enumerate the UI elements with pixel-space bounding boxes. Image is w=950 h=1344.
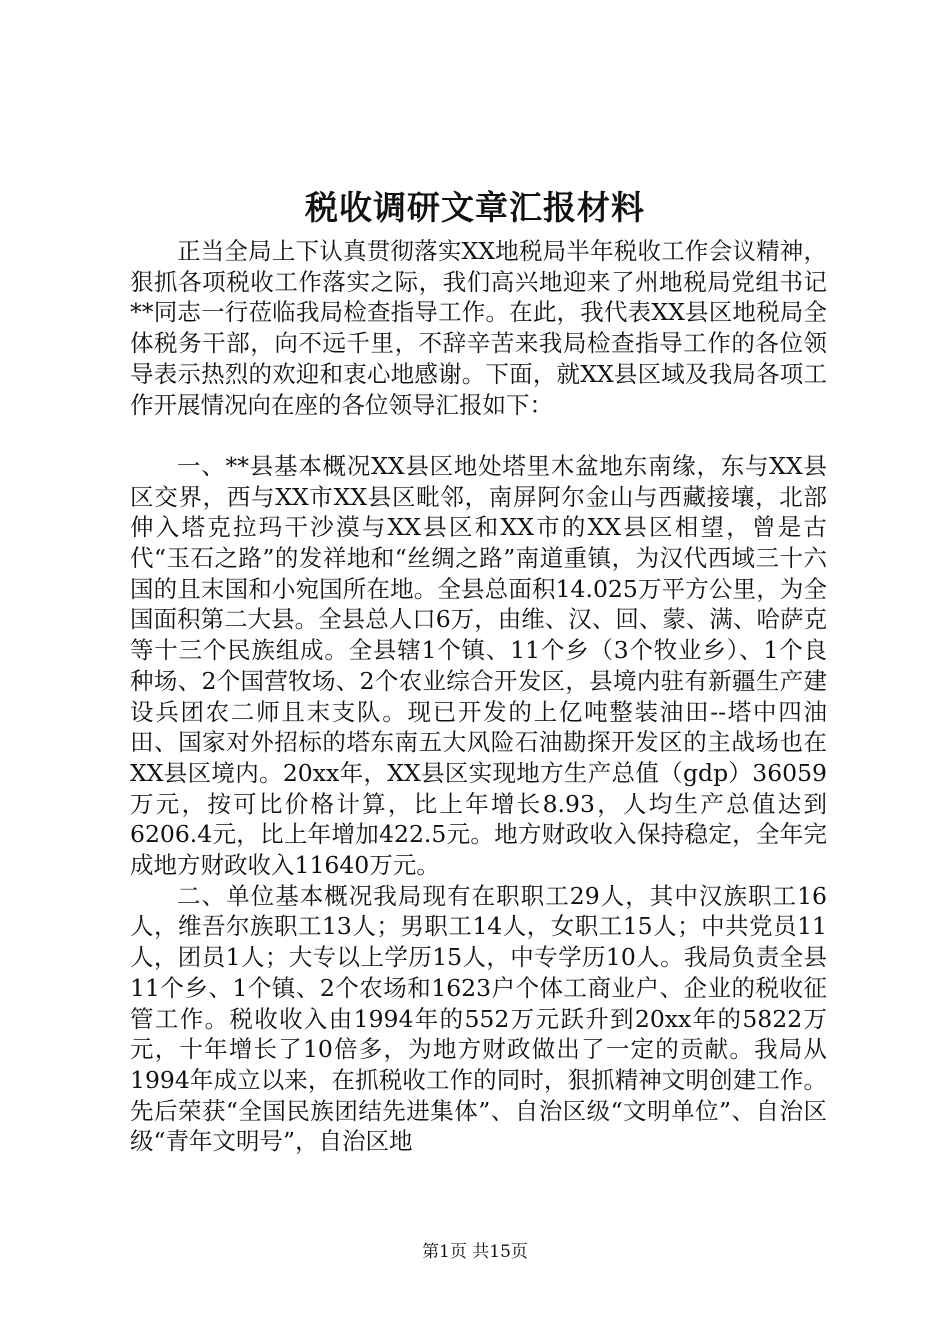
document-body — [130, 236, 827, 1157]
paragraph-county-overview: 一、**县基本概况XX县区地处塔里木盆地东南缘，东与XX县区交界，西与XX市XX县区毗邻，南屏阿尔金山与西藏接壤，北部伸入塔克拉玛干沙漠与XX县区和XX市的XX县区相望，曾是古代“玉石之路”的发祥地和“丝绸之路”南道重镇，为汉代西域三十六国的且末国和小宛国所在地。全县总面积14.025万平方公里，为全国面积第二大县。全县总人口6万，由维、汉、回、蒙、满、哈萨克等十三个民族组成。全县辖1个镇、11个乡（3个牧业乡）、1个良种场、2个国营牧场、2个农业综合开发区，县境内驻有新疆生产建设兵团农二师且末支队。现已开发的上亿吨整装油田--塔中四油田、国家对外招标的塔东南五大风险石油勘探开发区的主战场也在XX县区境内。20xx年，XX县区实现地方生产总值（gdp）36059万元，按可比价格计算，比上年增长8.93，人均生产总值达到6206.4元，比上年增加422.5元。地方财政收入保持稳定，全年完成地方财政收入11640万元。 — [130, 451, 827, 880]
page-footer: 第1页 共15页 — [422, 1242, 528, 1262]
paragraph-unit-overview: 二、单位基本概况我局现有在职职工29人，其中汉族职工16人，维吾尔族职工13人；男职工14人，女职工15人；中共党员11人，团员1人；大专以上学历15人，中专学历10人。我局负责全县11个乡、1个镇、2个农场和1623户个体工商业户、企业的税收征管工作。税收收入由1994年的552万元跃升到20xx年的5822万元，十年增长了10倍多，为地方财政做出了一定的贡献。我局从1994年成立以来，在抓税收工作的同时，狠抓精神文明创建工作。先后荣获“全国民族团结先进集体”、自治区级“文明单位”、自治区级“青年文明号”，自治区地 — [130, 881, 827, 1156]
document-title: 税收调研文章汇报材料 — [305, 188, 645, 227]
paragraph-intro: 正当全局上下认真贯彻落实XX地税局半年税收工作会议精神，狠抓各项税收工作落实之际，我们高兴地迎来了州地税局党组书记**同志一行莅临我局检查指导工作。在此，我代表XX县区地税局全体税务干部，向不远千里，不辞辛苦来我局检查指导工作的各位领导表示热烈的欢迎和衷心地感谢。下面，就XX县区域及我局各项工作开展情况向在座的各位领导汇报如下： — [130, 237, 827, 419]
